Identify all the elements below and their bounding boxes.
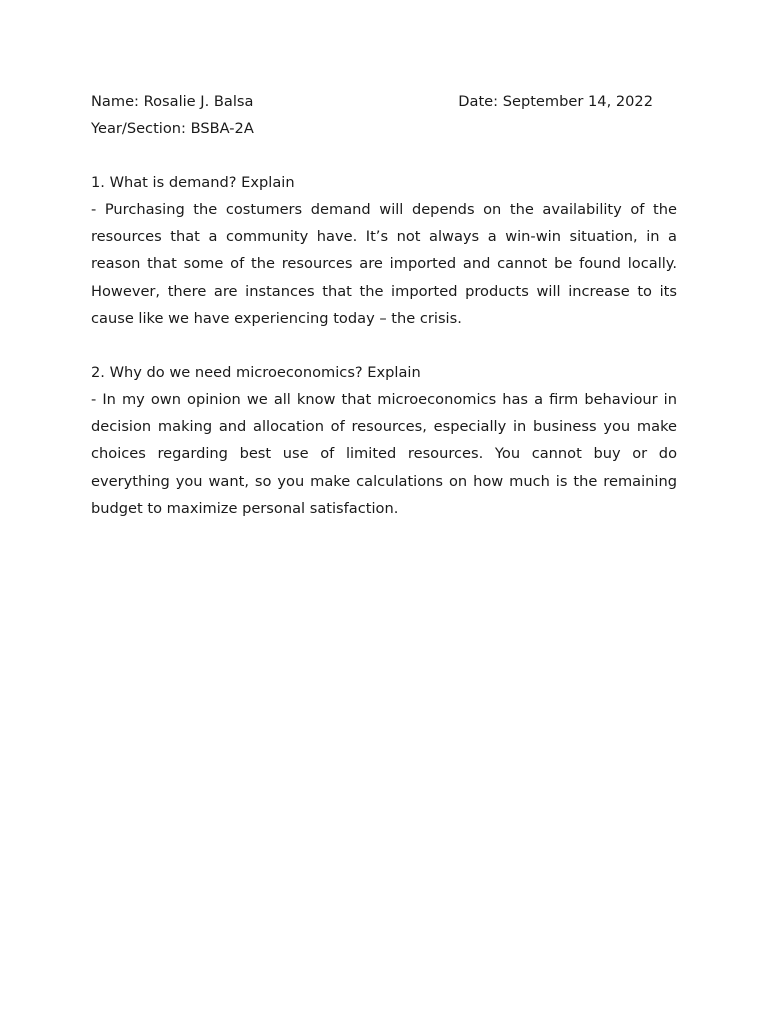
- answer-2: - In my own opinion we all know that microeconomics has a firm behaviour in decision making and allocation of resources, especially in business you make choices regarding best use of limited resources. You cannot buy or do everything you want, so you make calculations on how much is the remaining budget to maximize personal satisfaction.: [91, 391, 677, 517]
- header-row: [91, 88, 677, 115]
- submission-date: Date: September 14, 2022: [458, 93, 653, 110]
- answer-1: - Purchasing the costumers demand will depends on the availability of the resources that a community have. It’s not always a win-win situation, in a reason that some of the resources are imported and cannot be found locally. However, there are instances that the imported products will increase to its cause like we have experiencing today – the crisis.: [91, 201, 677, 327]
- document-page: [91, 88, 677, 522]
- student-name: Name: Rosalie J. Balsa: [91, 93, 254, 110]
- question-2: 2. Why do we need microeconomics? Explain: [91, 364, 421, 382]
- year-section: Year/Section: BSBA-2A: [91, 120, 254, 137]
- question-1: 1. What is demand? Explain: [91, 174, 295, 191]
- spacer: [91, 142, 677, 169]
- spacer: [91, 332, 677, 359]
